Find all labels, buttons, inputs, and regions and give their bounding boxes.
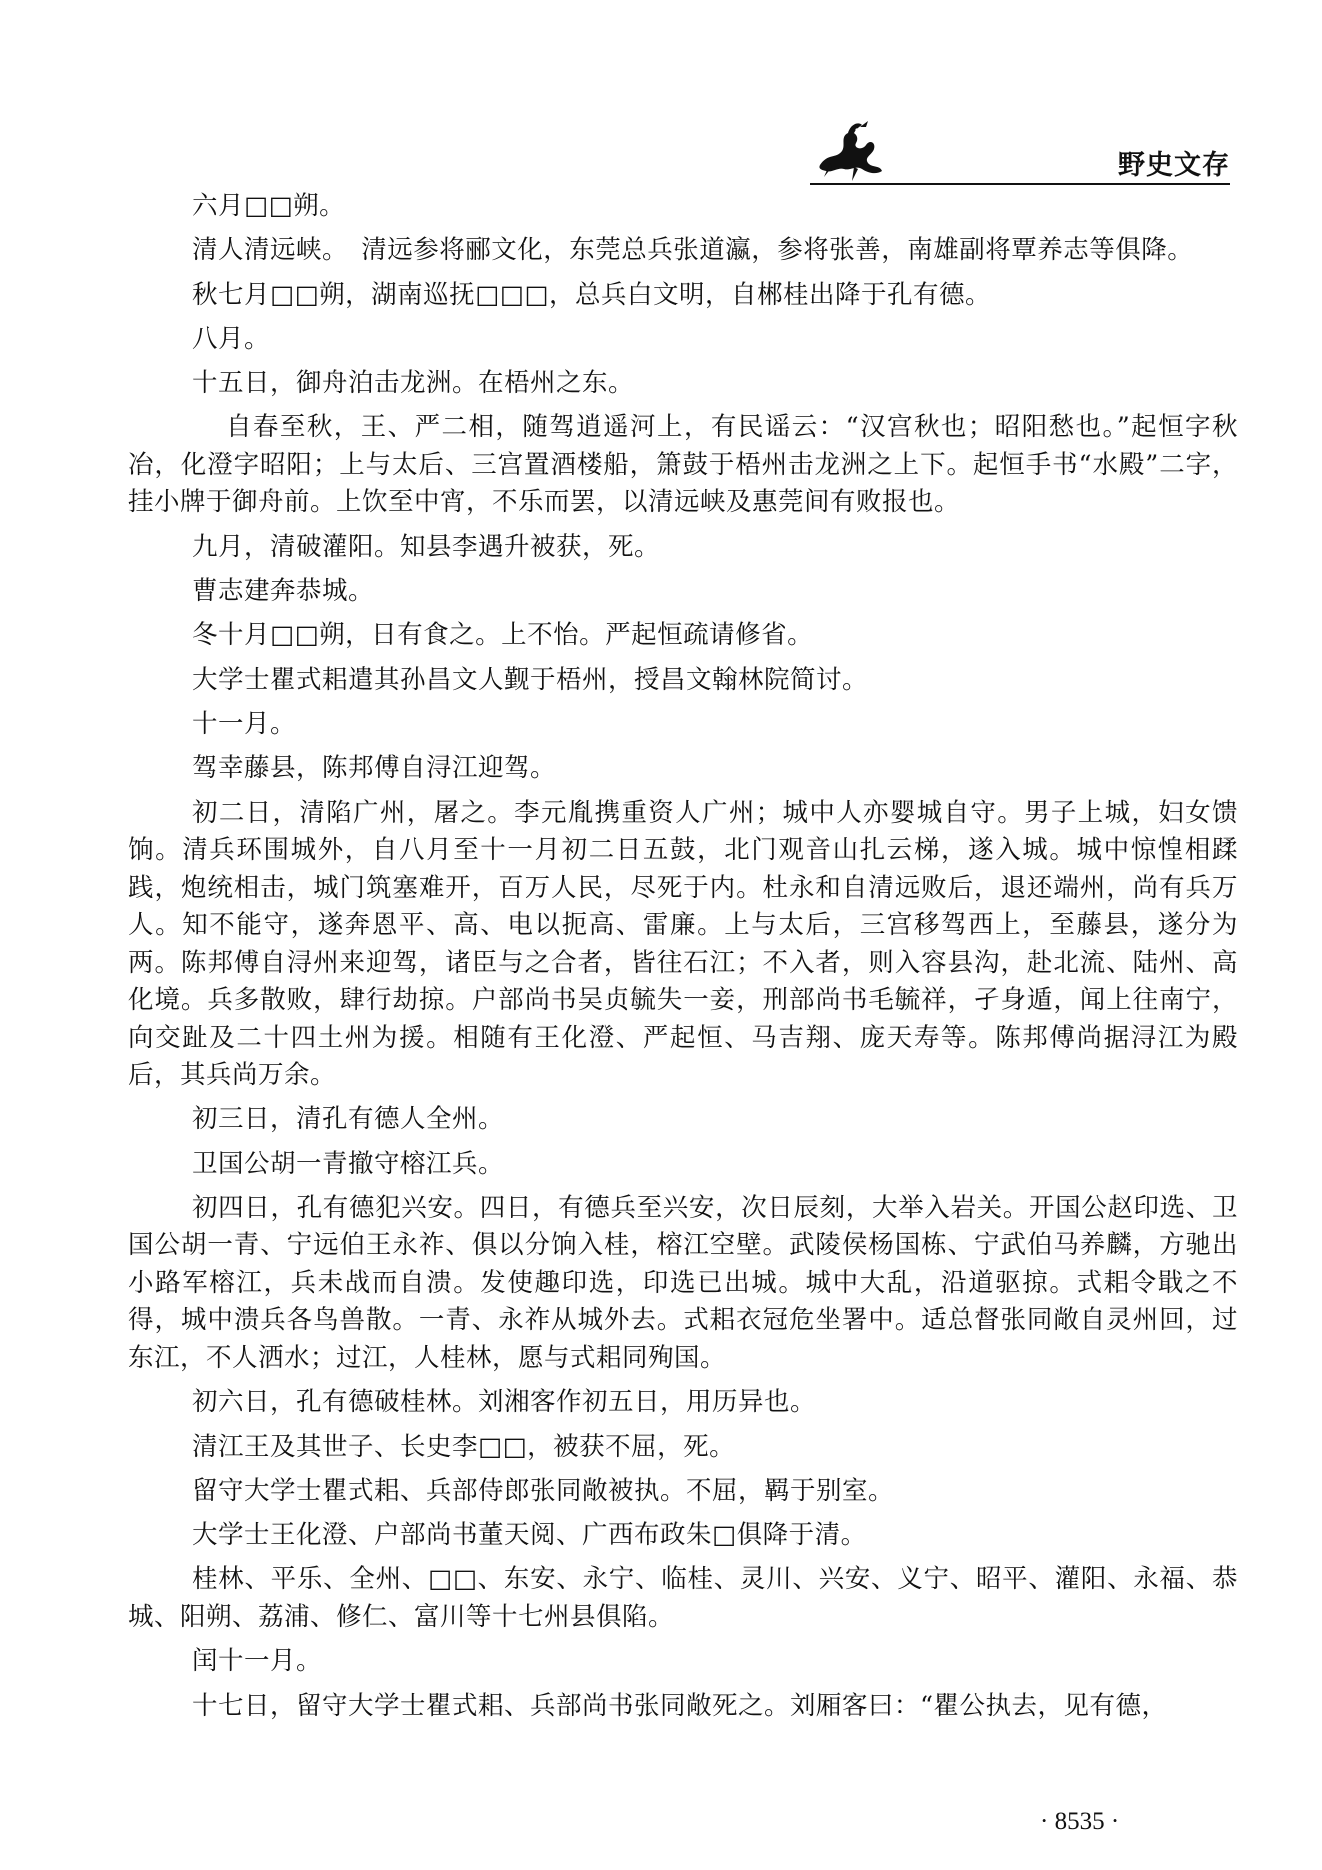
paragraph: 大学士瞿式耜遣其孙昌文人觐于梧州，授昌文翰林院简讨。 [192,664,869,695]
paragraph: 十一月。 [192,708,297,739]
paragraph: 秋七月□□朔，湖南巡抚□□□，总兵白文明，自郴桂出降于孔有德。 [192,279,991,310]
paragraph: 卫国公胡一青撤守榕江兵。 [192,1148,505,1179]
page-number: · 8535 · [1040,1808,1120,1835]
paragraph: 闰十一月。 [192,1646,323,1677]
body-text [128,188,1238,1732]
paragraph: 十五日，御舟泊击龙洲。在梧州之东。 [192,368,635,399]
paragraph: 八月。 [192,323,271,354]
paragraph: 初三日，清孔有德人全州。 [192,1104,505,1135]
paragraph: 冬十月□□朔，日有食之。上不怡。严起恒疏请修省。 [192,620,814,651]
paragraph: 桂林、平乐、全州、□□、东安、永宁、临桂、灵川、兴安、义宁、昭平、灌阳、永福、恭城、阳朔、荔浦、修仁、富川等十七州县俱陷。 [128,1564,1238,1632]
paragraph-note: 自春至秋，王、严二相，随驾逍遥河上，有民谣云：“汉宫秋也；昭阳愁也。”起恒字秋冶，化澄字昭阳；上与太后、三宫置酒楼船，箫鼓于梧州击龙洲之上下。起恒手书“水殿”二字，挂小牌于御舟前。上饮至中宵，不乐而罢，以清远峡及惠莞间有败报也。 [128,412,1238,518]
paragraph: 九月，清破灌阳。知县李遇升被获，死。 [192,531,661,562]
paragraph: 曹志建奔恭城。 [192,576,375,607]
paragraph: 留守大学士瞿式耜、兵部侍郎张同敞被执。不屈，羁于别室。 [192,1475,895,1506]
paragraph: 清人清远峡。 清远参将郦文化，东莞总兵张道瀛，参将张善，南雄副将覃养志等俱降。 [192,235,1194,266]
running-header [810,115,1230,190]
paragraph: 十七日，留守大学士瞿式耜、兵部尚书张同敞死之。刘厢客曰：“瞿公执去，见有德， [192,1690,1168,1721]
paragraph: 初二日，清陷广州，屠之。李元胤携重资人广州；城中人亦婴城自守。男子上城，妇女馈饷。清兵环围城外，自八月至十一月初二日五鼓，北门观音山扎云梯，遂入城。城中惊惶相蹂践，炮统相击，城门筑塞难开，百万人民，尽死于内。杜永和自清远败后，退还端州，尚有兵万人。知不能守，遂奔恩平、高、电以扼高、雷廉。上与太后，三宫移驾西上，至藤县，遂分为两。陈邦傅自浔州来迎驾，诸臣与之合者，皆往石江；不入者，则入容县沟，赴北流、陆州、高化境。兵多散败，肆行劫掠。户部尚书吴贞毓失一妾，刑部尚书毛毓祥，孑身遁，闻上往南宁，向交趾及二十四土州为援。相随有王化澄、严起恒、马吉翔、庞天寿等。陈邦傅尚据浔江为殿后，其兵尚万余。 [128,797,1238,1091]
header-rule [810,183,1230,185]
paragraph: 初四日，孔有德犯兴安。四日，有德兵至兴安，次日辰刻，大举入岩关。开国公赵印选、卫国公胡一青、宁远伯王永祚、俱以分饷入桂，榕江空壁。武陵侯杨国栋、宁武伯马养麟，方驰出小路军榕江，兵未战而自溃。发使趣印选，印选已出城。城中大乱，沿道驱掠。式耜令戢之不得，城中溃兵各鸟兽散。一青、永祚从城外去。式耜衣冠危坐署中。适总督张同敞自灵州回，过东江，不人洒水；过江，人桂林，愿与式耜同殉国。 [128,1192,1238,1373]
paragraph: 初六日，孔有德破桂林。刘湘客作初五日，用历异也。 [192,1387,817,1418]
paragraph: 六月□□朔。 [192,191,346,221]
paragraph: 驾幸藤县，陈邦傅自浔江迎驾。 [192,753,557,784]
header-title: 野史文存 [1118,150,1230,181]
paragraph: 大学士王化澄、户部尚书董天阅、广西布政朱□俱降于清。 [192,1520,867,1551]
dragon-emblem-icon [810,115,890,185]
paragraph: 清江王及其世子、长史李□□，被获不屈，死。 [192,1431,736,1462]
